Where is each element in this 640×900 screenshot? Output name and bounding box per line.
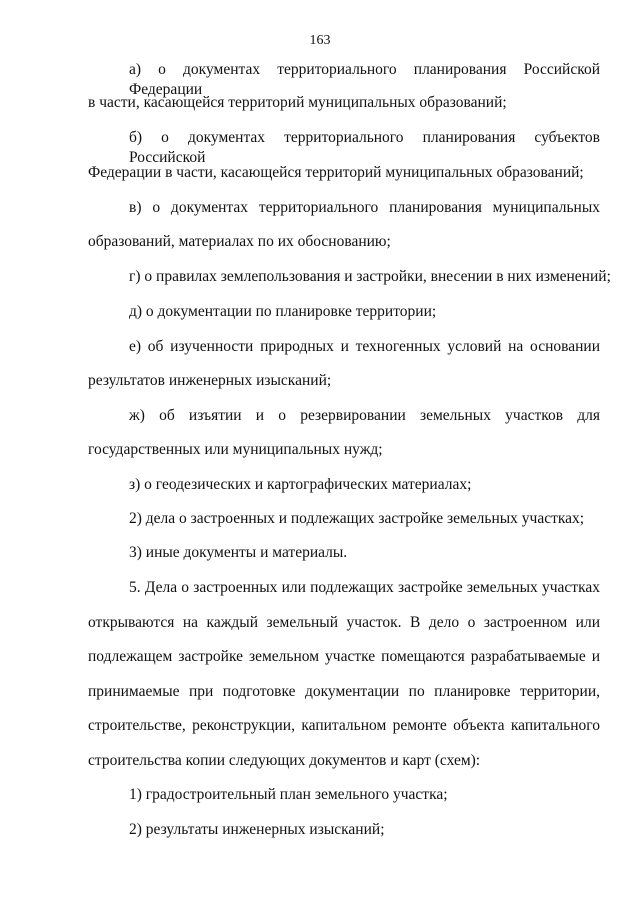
text-line: 5. Дела о застроенных или подлежащих застройке земельных участках: [129, 579, 600, 596]
text-line: 3) иные документы и материалы.: [129, 544, 348, 561]
text-line: 2) дела о застроенных и подлежащих застройке земельных участках;: [129, 510, 585, 527]
page-number: 163: [309, 33, 331, 48]
text-line: подлежащем застройке земельном участке помещаются разрабатываемые и: [88, 648, 600, 665]
text-line: в части, касающейся территорий муниципальных образований;: [88, 94, 507, 111]
text-line: принимаемые при подготовке документации по планировке территории,: [88, 683, 600, 700]
text-line: результатов инженерных изысканий;: [88, 372, 332, 389]
text-line: строительства копии следующих документов и карт (схем):: [88, 752, 481, 769]
text-line: з) о геодезических и картографических материалах;: [129, 476, 472, 493]
text-line: б) о документах территориального планирования субъектов Российской: [129, 129, 600, 166]
text-line: открываются на каждый земельный участок. В дело о застроенном или: [88, 614, 600, 631]
text-line: д) о документации по планировке территории;: [129, 303, 437, 320]
text-line: строительстве, реконструкции, капитальном ремонте объекта капитального: [88, 717, 600, 734]
text-line: 1) градостроительный план земельного участка;: [129, 786, 448, 803]
text-line: а) о документах территориального планирования Российской Федерации: [129, 61, 600, 98]
text-line: в) о документах территориального планирования муниципальных: [129, 199, 600, 216]
text-line: 2) результаты инженерных изысканий;: [129, 821, 385, 838]
text-line: г) о правилах землепользования и застройки, внесении в них изменений;: [129, 268, 611, 285]
text-line: государственных или муниципальных нужд;: [88, 441, 383, 458]
text-line: образований, материалах по их обоснованию;: [88, 233, 391, 250]
text-line: Федерации в части, касающейся территорий муниципальных образований;: [88, 164, 584, 181]
text-line: е) об изученности природных и техногенных условий на основании: [129, 338, 600, 355]
text-line: ж) об изъятии и о резервировании земельных участков для: [129, 407, 600, 424]
